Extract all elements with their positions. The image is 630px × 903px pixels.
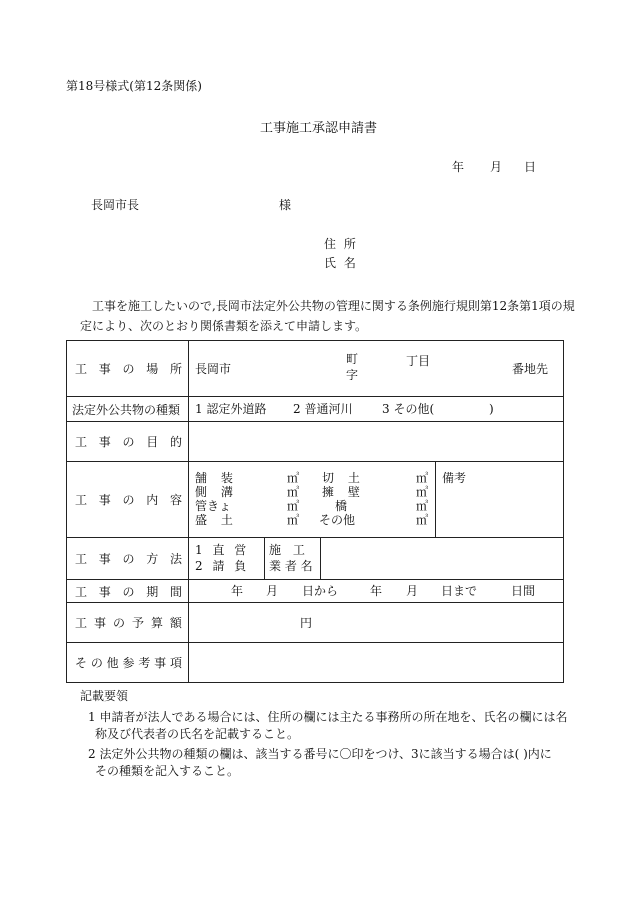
method-field — [189, 538, 564, 580]
content-remarks[interactable] — [436, 462, 563, 537]
intro-line-2: 定により、次のとおり関係書類を添えて申請します。 — [80, 319, 368, 333]
period-end-day: 日まで — [441, 584, 478, 598]
type-option-1[interactable]: 1 認定外道路 — [195, 402, 267, 416]
row-purpose — [67, 422, 564, 462]
type-option-2[interactable]: 2 普通河川 — [293, 402, 353, 416]
label-other: そ の 他 参 考 事 項 — [67, 643, 189, 683]
content-item-bridge: 橋 — [335, 499, 348, 513]
method-options — [189, 538, 265, 579]
unit-retaining-wall: ㎥ — [416, 485, 429, 499]
row-other — [67, 643, 564, 683]
location-city: 長岡市 — [195, 362, 232, 376]
label-type: 法定外公共物の種類 — [67, 397, 189, 422]
row-period — [67, 580, 564, 603]
address-label: 住 所 — [324, 237, 358, 251]
location-machi: 町 — [346, 352, 359, 366]
type-option-3-close: ) — [489, 402, 494, 416]
note-2-line-2: その種類を記入すること。 — [95, 764, 240, 778]
label-budget: 工 事 の 予 算 額 — [67, 603, 189, 643]
content-field — [189, 462, 564, 538]
period-start-month: 月 — [266, 584, 279, 598]
budget-unit: 円 — [300, 616, 313, 630]
contractor-label-line-1: 施 工 — [269, 543, 309, 557]
period-end-year: 年 — [370, 584, 383, 598]
contractor-name-field[interactable] — [321, 538, 563, 579]
type-option-3[interactable]: 3 その他( — [382, 402, 435, 416]
location-chome: 丁目 — [406, 354, 431, 368]
period-start-day: 日から — [302, 584, 339, 598]
document-title: 工事施工承認申請書 — [260, 121, 378, 136]
unit-gutter: ㎥ — [287, 485, 300, 499]
application-table — [66, 340, 564, 683]
date-year: 年 — [452, 160, 465, 174]
content-item-retaining-wall: 擁 壁 — [322, 485, 365, 499]
other-field[interactable] — [189, 643, 564, 683]
content-item-fill: 盛 土 — [195, 513, 238, 527]
method-option-direct[interactable]: 1 直 営 — [195, 543, 250, 557]
period-start-year: 年 — [231, 584, 244, 598]
period-end-month: 月 — [406, 584, 419, 598]
row-type — [67, 397, 564, 422]
recipient-honorific: 様 — [279, 198, 292, 212]
note-2-line-1: 2 法定外公共物の種類の欄は、該当する番号に〇印をつけ、3に該当する場合は( )内に — [88, 747, 552, 761]
unit-other: ㎥ — [416, 513, 429, 527]
purpose-field[interactable] — [189, 422, 564, 462]
method-option-contract[interactable]: 2 請 負 — [195, 559, 250, 573]
type-field[interactable] — [189, 397, 564, 422]
recipient-name: 長岡市長 — [91, 198, 140, 212]
remarks-label: 備考 — [442, 471, 467, 485]
label-method: 工 事 の 方 法 — [67, 538, 189, 580]
content-item-paving: 舗 装 — [195, 471, 238, 485]
contractor-label — [265, 538, 321, 579]
date-month: 月 — [490, 160, 503, 174]
unit-fill: ㎥ — [287, 513, 300, 527]
label-purpose: 工 事 の 目 的 — [67, 422, 189, 462]
label-period: 工 事 の 期 間 — [67, 580, 189, 603]
contractor-label-line-2: 業 者 名 — [269, 559, 313, 573]
date-day: 日 — [524, 160, 537, 174]
note-1-line-2: 称及び代表者の氏名を記載すること。 — [95, 727, 300, 741]
location-field[interactable] — [189, 341, 564, 397]
notes-heading: 記載要領 — [80, 689, 129, 703]
unit-culvert: ㎥ — [287, 499, 300, 513]
content-item-gutter: 側 溝 — [195, 485, 238, 499]
label-location: 工 事 の 場 所 — [67, 341, 189, 397]
row-location — [67, 341, 564, 397]
content-item-other: その他 — [319, 513, 356, 527]
content-item-culvert: 管きょ — [195, 499, 232, 513]
period-field[interactable] — [189, 580, 564, 603]
name-label: 氏 名 — [324, 256, 358, 270]
content-item-cut: 切 土 — [322, 471, 365, 485]
form-number: 第18号様式(第12条関係) — [66, 79, 202, 93]
content-quantities[interactable] — [189, 462, 436, 537]
unit-paving: ㎥ — [287, 471, 300, 485]
note-1-line-1: 1 申請者が法人である場合には、住所の欄には主たる事務所の所在地を、氏名の欄には名 — [88, 710, 568, 724]
row-budget — [67, 603, 564, 643]
location-banchi: 番地先 — [512, 362, 549, 376]
row-content — [67, 462, 564, 538]
budget-field[interactable] — [189, 603, 564, 643]
period-duration-days: 日間 — [511, 584, 536, 598]
location-aza: 字 — [346, 368, 359, 382]
row-method — [67, 538, 564, 580]
unit-bridge: ㎥ — [416, 499, 429, 513]
intro-line-1: 工事を施工したいので,長岡市法定外公共物の管理に関する条例施行規則第12条第1項の規 — [92, 299, 575, 313]
unit-cut: ㎥ — [416, 471, 429, 485]
label-content: 工 事 の 内 容 — [67, 462, 189, 538]
